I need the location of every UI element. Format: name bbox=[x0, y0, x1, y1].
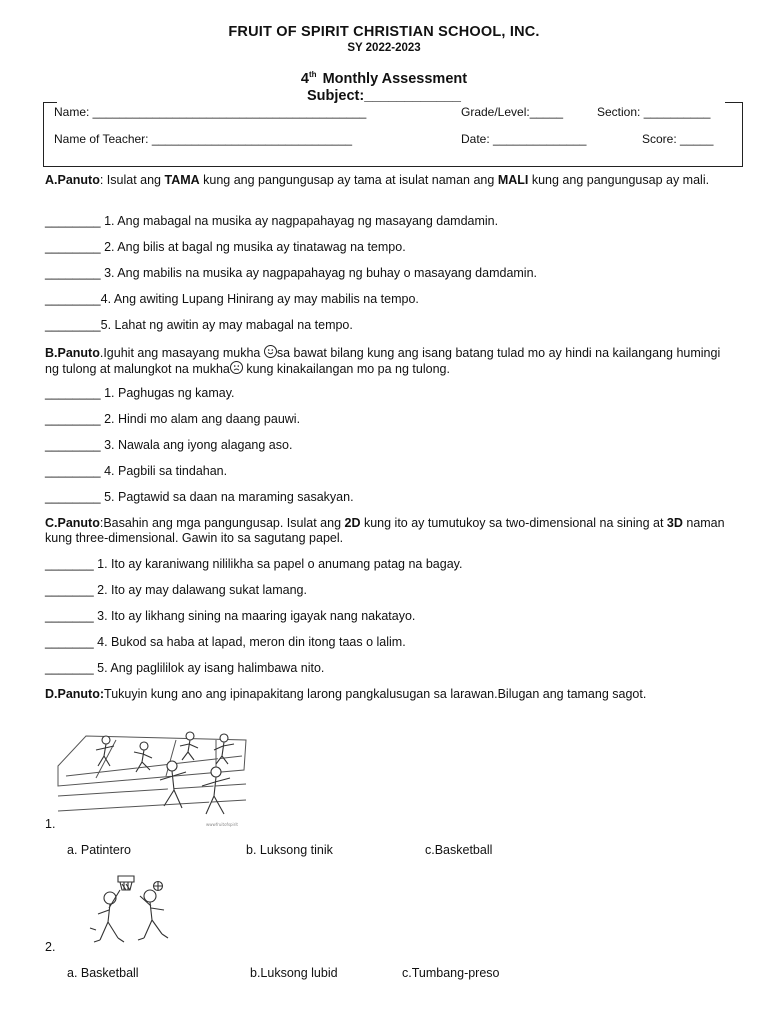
sad-face-icon bbox=[230, 361, 243, 374]
item-text: 2. Ang bilis at bagal ng musika ay tinatawag na tempo. bbox=[100, 240, 406, 254]
section-c-item bbox=[45, 557, 462, 571]
assessment-number: 4 bbox=[300, 71, 309, 87]
section-field[interactable]: Section: __________ bbox=[597, 105, 711, 119]
question-number: 1. bbox=[45, 817, 56, 831]
answer-blank[interactable]: ________ bbox=[45, 292, 101, 306]
answer-blank[interactable]: ________ bbox=[45, 438, 101, 452]
section-a-label: A.Panuto bbox=[45, 173, 100, 187]
section-c-label: C.Panuto bbox=[45, 516, 100, 530]
choice-c[interactable]: c.Tumbang-preso bbox=[402, 966, 500, 980]
box-top-left-edge bbox=[43, 102, 57, 103]
answer-blank[interactable]: ________ bbox=[45, 490, 101, 504]
item-text: 1. Paghugas ng kamay. bbox=[100, 386, 235, 400]
2d-keyword: 2D bbox=[344, 516, 361, 530]
instr-text: Tukuyin kung ano ang ipinapakitang larong pangkalusugan sa larawan.Bilugan ang tamang sagot. bbox=[104, 687, 647, 701]
choice-b[interactable]: b. Luksong tinik bbox=[246, 843, 333, 857]
grade-field[interactable]: Grade/Level:_____ bbox=[461, 105, 564, 119]
item-text: 2. Hindi mo alam ang daang pauwi. bbox=[100, 412, 301, 426]
assessment-ordinal: th bbox=[308, 70, 317, 79]
item-text: 2. Ito ay may dalawang sukat lamang. bbox=[93, 583, 307, 597]
instr-text: .Iguhit ang masayang mukha bbox=[99, 346, 264, 360]
section-a-item bbox=[45, 292, 419, 306]
item-text: 5. Pagtawid sa daan na maraming sasakyan. bbox=[100, 490, 354, 504]
section-d-instructions bbox=[45, 687, 725, 702]
section-b-item bbox=[45, 464, 227, 478]
instr-text: kung ito ay tumutukoy sa two-dimensional na sining at bbox=[360, 516, 667, 530]
school-year: SY 2022-2023 bbox=[347, 42, 421, 54]
instr-text: : Isulat ang bbox=[99, 173, 165, 187]
section-c-item bbox=[45, 635, 406, 649]
instr-text: sa bawat bilang kung ang isang batang tulad mo ay hindi na kailangang humingi ng tulong at malungkot na mukha bbox=[45, 346, 721, 376]
mali-keyword: MALI bbox=[497, 173, 529, 187]
assessment-label: Monthly Assessment bbox=[322, 71, 468, 87]
answer-blank[interactable]: ________ bbox=[45, 412, 101, 426]
section-b-label: B.Panuto bbox=[45, 346, 100, 360]
item-text: 5. Ang paglililok ay isang halimbawa nito. bbox=[93, 661, 325, 675]
answer-blank[interactable]: ________ bbox=[45, 464, 101, 478]
score-field[interactable]: Score: _____ bbox=[642, 132, 714, 146]
patintero-illustration bbox=[56, 726, 248, 830]
choice-b[interactable]: b.Luksong lubid bbox=[250, 966, 338, 980]
section-d-label: D.Panuto: bbox=[45, 687, 105, 701]
answer-blank[interactable]: _______ bbox=[45, 609, 94, 623]
section-c-item bbox=[45, 661, 324, 675]
assessment-title bbox=[0, 70, 768, 87]
item-text: 4. Bukod sa haba at lapad, meron din itong taas o lalim. bbox=[93, 635, 406, 649]
section-c-instructions bbox=[45, 516, 725, 546]
item-text: 3. Ang mabilis na musika ay nagpapahayag ng buhay o masayang damdamin. bbox=[100, 266, 538, 280]
section-c-item bbox=[45, 583, 307, 597]
answer-blank[interactable]: ________ bbox=[45, 214, 101, 228]
basketball-illustration bbox=[70, 868, 190, 952]
answer-blank[interactable]: _______ bbox=[45, 557, 94, 571]
item-text: 3. Ito ay likhang sining na maaring igayak nang nakatayo. bbox=[93, 609, 416, 623]
section-a-item bbox=[45, 214, 498, 228]
answer-blank[interactable]: _______ bbox=[45, 635, 94, 649]
student-info-box bbox=[43, 102, 743, 167]
3d-keyword: 3D bbox=[666, 516, 683, 530]
instr-text: kung ang pangungusap ay tama at isulat naman ang bbox=[199, 173, 498, 187]
choice-c[interactable]: c.Basketball bbox=[425, 843, 493, 857]
item-text: 1. Ito ay karaniwang nililikha sa papel o anumang patag na bagay. bbox=[93, 557, 463, 571]
instr-text: kung ang pangungusap ay mali. bbox=[528, 173, 710, 187]
answer-blank[interactable]: _______ bbox=[45, 661, 94, 675]
section-b-item bbox=[45, 386, 235, 400]
teacher-field[interactable]: Name of Teacher: ______________________________ bbox=[54, 132, 353, 146]
box-top-right-edge bbox=[725, 102, 743, 103]
item-text: 1. Ang mabagal na musika ay nagpapahayag ng masayang damdamin. bbox=[100, 214, 499, 228]
section-a-instructions bbox=[45, 173, 725, 188]
instr-text: kung kinakailangan mo pa ng tulong. bbox=[242, 362, 450, 376]
instr-text: :Basahin ang mga pangungusap. Isulat ang bbox=[99, 516, 345, 530]
section-a-item bbox=[45, 240, 406, 254]
section-b-instructions bbox=[45, 345, 725, 377]
section-b-item bbox=[45, 412, 300, 426]
date-field[interactable]: Date: ______________ bbox=[461, 132, 587, 146]
instr-text: naman kung three-dimensional. Gawin ito sa sagutang papel. bbox=[45, 516, 725, 545]
answer-blank[interactable]: ________ bbox=[45, 318, 101, 332]
school-name: FRUIT OF SPIRIT CHRISTIAN SCHOOL, INC. bbox=[228, 24, 540, 40]
happy-face-icon bbox=[264, 345, 277, 358]
section-a-item bbox=[45, 266, 537, 280]
section-b-item bbox=[45, 438, 292, 452]
subject-line: Subject:____________ bbox=[307, 88, 461, 104]
choice-a[interactable]: a. Basketball bbox=[67, 966, 139, 980]
tama-keyword: TAMA bbox=[164, 173, 200, 187]
svg-text:wwwfruitofspirit: wwwfruitofspirit bbox=[206, 822, 238, 827]
choice-a[interactable]: a. Patintero bbox=[67, 843, 131, 857]
name-field[interactable]: Name: _________________________________________ bbox=[54, 105, 367, 119]
item-text: 5. Lahat ng awitin ay may mabagal na tempo. bbox=[100, 318, 353, 332]
answer-blank[interactable]: ________ bbox=[45, 266, 101, 280]
answer-blank[interactable]: ________ bbox=[45, 240, 101, 254]
item-text: 4. Pagbili sa tindahan. bbox=[100, 464, 228, 478]
item-text: 4. Ang awiting Lupang Hinirang ay may mabilis na tempo. bbox=[100, 292, 419, 306]
section-a-item bbox=[45, 318, 353, 332]
section-c-item bbox=[45, 609, 415, 623]
section-b-item bbox=[45, 490, 354, 504]
item-text: 3. Nawala ang iyong alagang aso. bbox=[100, 438, 293, 452]
answer-blank[interactable]: _______ bbox=[45, 583, 94, 597]
question-number: 2. bbox=[45, 940, 56, 954]
answer-blank[interactable]: ________ bbox=[45, 386, 101, 400]
